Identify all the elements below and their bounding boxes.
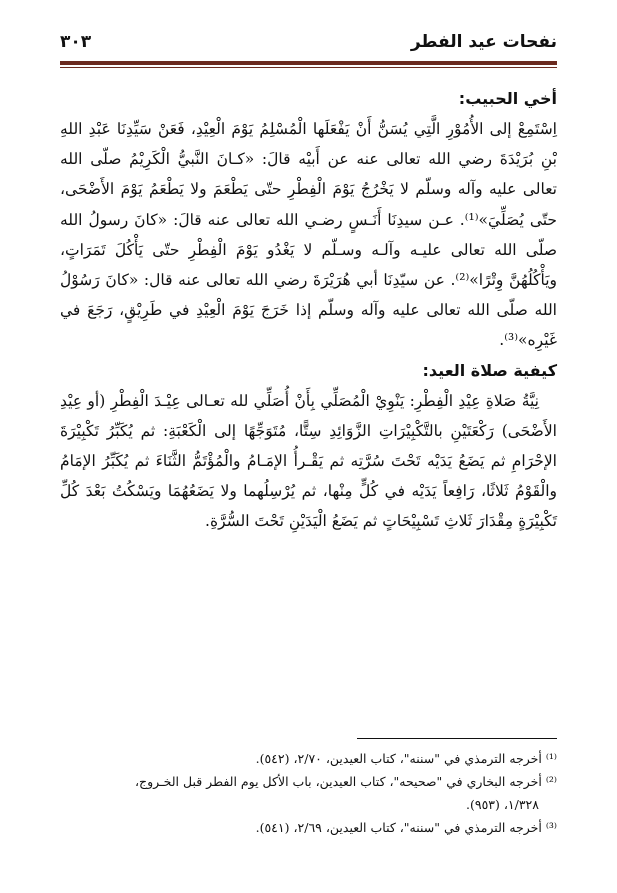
paragraph-eid-prayer-method: نِيَّةُ صَلاةِ عِيْدِ الْفِطْرِ: يَنْوِيْ الْمُصَلِّي بِأَنْ أُصَلِّي لله تعـالى عِيْـدَ الْفِطْرِ (أو عِيْدِ الأَضْحَى) رَكْعَتَيْنِ بالتَّكْبِيْرَاتِ الزَّوَائِدِ سِتًّا، مُتَوَجِّهًا إلى الْكَعْبَةِ: ثم يُكَبِّرُ تَكْبِيْرَةَ الإحْرَامِ ثم يَضَعُ يَدَيْه تَحْتَ سُرَّتِه ثم يَقْـرأُ الإمَـامُ والْمُؤْتَمُّ الثَّنَاءَ ثم يُكَبِّرُ الإمَامُ والْقَوْمُ ثَلاثًا، رَافِعاً يَدَيْه في كُلٍّ مِنْها، ثم يُرْسِلُهما ولا يَضَعُهُمَا ويَسْكُتُ بَعْدَ كُلِّ تَكْبِيْرَةٍ مِقْدَارَ ثَلاثِ تَسْبِيْحَاتٍ ثم يَضَعُ الْيَدَيْنِ تَحْتَ السُّرَّةِ. [60,391,557,531]
footnote-2: ⁽²⁾ أخرجه البخاري في "صحيحه"، كتاب العيدين، باب الأكل يوم الفطر قبل الخـروج، [134,774,557,789]
footnote-1: ⁽¹⁾ أخرجه الترمذي في "سننه"، كتاب العيدين، ٢/٧٠، (٥٤٢). [255,751,557,766]
section-heading-dear-brother: أخي الحبيب: [458,89,557,108]
paragraph-eid-sunnahs: اِسْتَمِعْ إلى الأُمُوْرِ الَّتِي يُسَنُّ أَنْ يَفْعَلَها الْمُسْلِمُ يَوْمَ الْعِيْدِ، فَعَنْ سَيِّدِنَا عَبْدِ اللهِ بْنِ بُرَيْدَةَ رضي الله تعالى عنه عن أَبيْه قالَ: «كـانَ النَّبيُّ الْكَرِيْمُ صلّى الله تعالى عليه وآله وسلّم لا يَخْرُجُ يَوْمَ الْفِطْرِ حتّى يَطْعَمَ ولا يَطْعَمُ يَوْمَ الأَضْحَى، حتّى يُصَلِّيَ»⁽¹⁾. عـن سيدِنَا أَنَـسٍ رضـي الله تعالى عنه قالَ: «كانَ رسولُ الله صلّى الله تعالى عليـه وآلـه وسـلّم لا يَغْدُو يَوْمَ الْفِطْرِ حتّى يَأْكُلَ تَمَرَاتٍ، ويَأْكُلُهُنَّ وِتْرًا»⁽²⁾. عن سيّدِنَا أبي هُرَيْرَةَ رضي الله تعالى عنه قال: «كانَ رَسُوْلُ الله صلّى الله تعالى عليه وآله وسلّم إذا خَرَجَ يَوْمَ الْعِيْدِ في طَرِيْقٍ، رَجَعَ في غَيْرِه»⁽³⁾. [60,120,557,350]
section-heading-eid-prayer: كيفية صلاة العيد: [422,360,557,380]
header-rule-thin [60,67,557,68]
header-rule-thick [60,61,557,65]
footnotes [60,738,557,839]
main-text [60,84,557,537]
footnote-2-continuation: ١/٣٢٨، (٩٥٣). [466,797,539,812]
page-number: ٣٠٣ [60,32,92,52]
running-header [60,30,557,60]
header-title: نفحات عيد الفطر [410,32,557,52]
footnote-3: ⁽³⁾ أخرجه الترمذي في "سننه"، كتاب العيدين، ٢/٦٩، (٥٤١). [255,820,557,835]
footnote-separator [357,738,557,739]
